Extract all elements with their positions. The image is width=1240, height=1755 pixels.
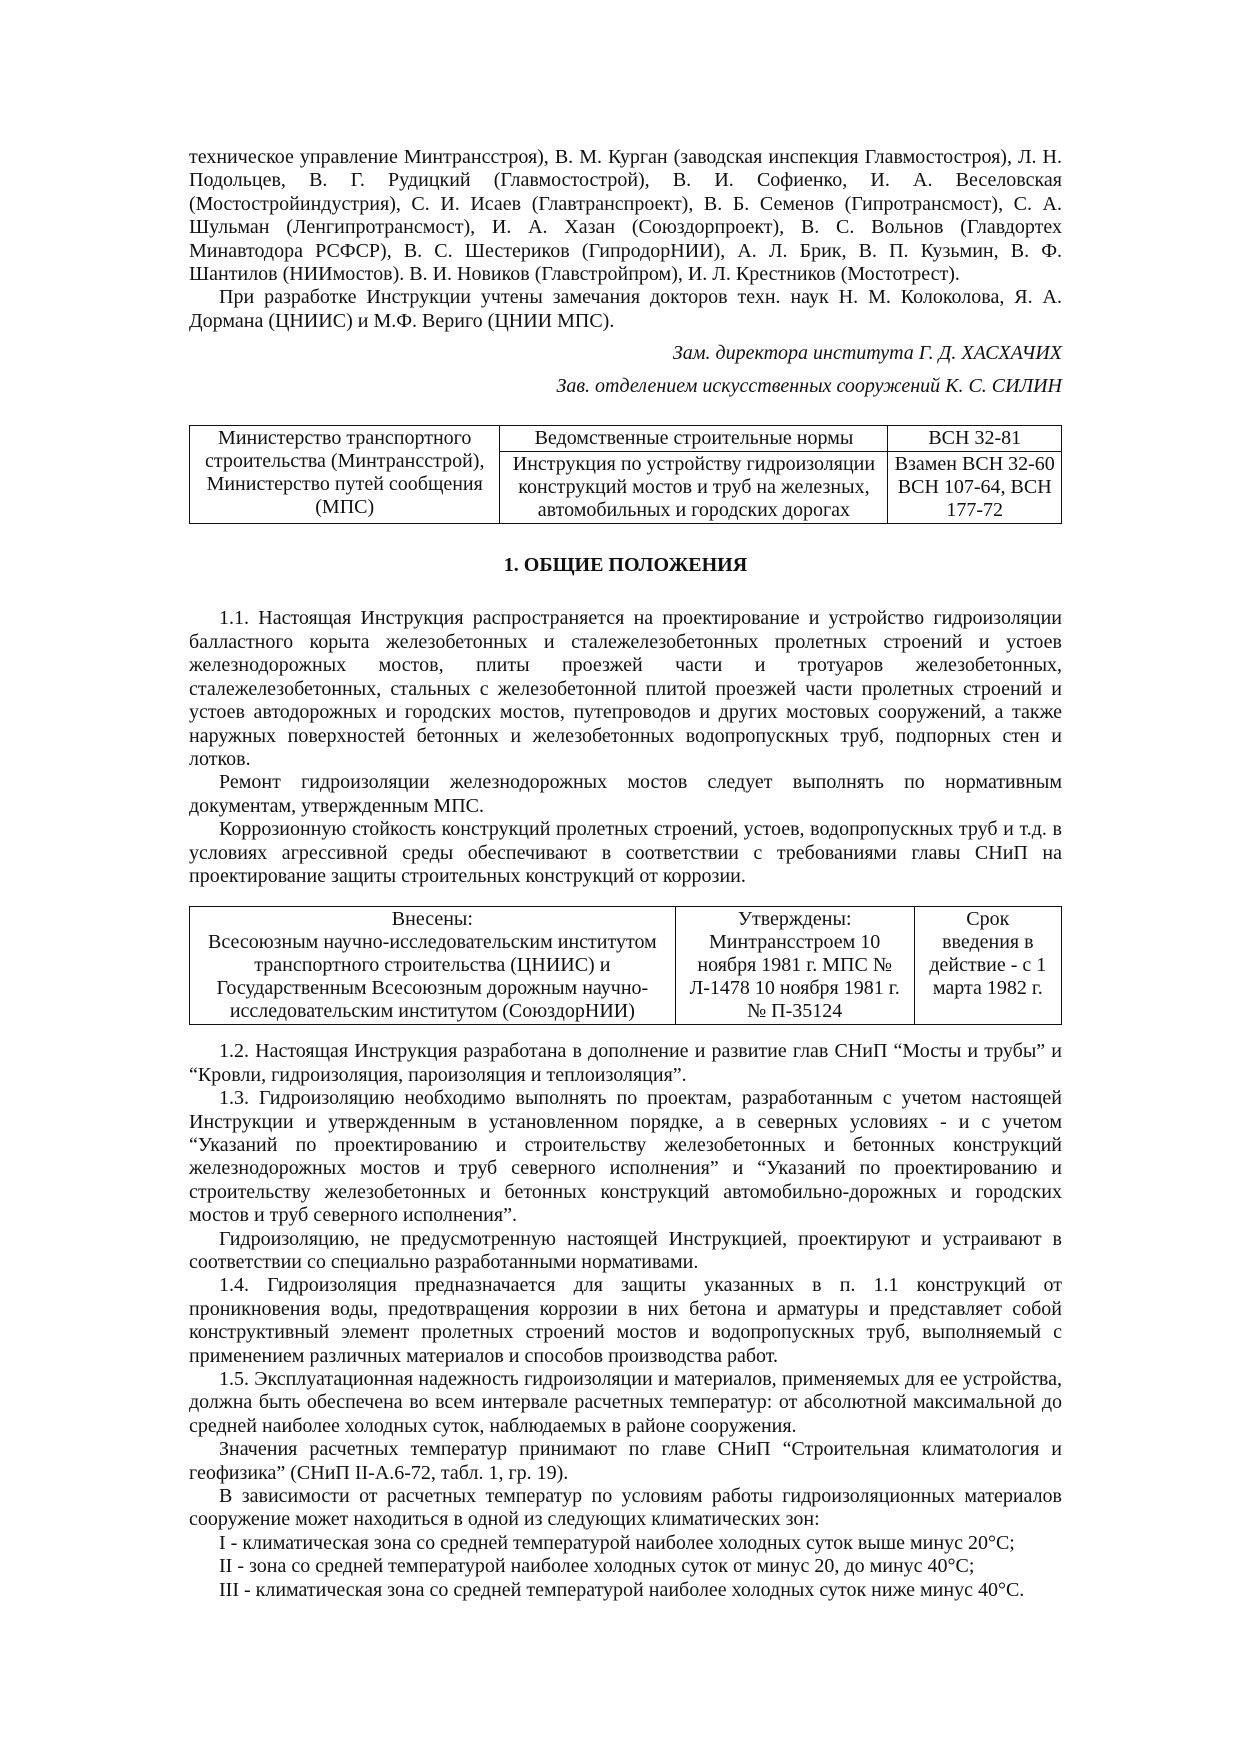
paragraph-repair: Ремонт гидроизоляции железнодорожных мостов следует выполнять по нормативным документам, утвержденным МПС. — [189, 771, 1062, 817]
paragraph-1-4: 1.4. Гидроизоляция предназначается для защиты указанных в п. 1.1 конструкций от проникновения воды, предотвращения коррозии в них бетона и арматуры и представляет собой конструктивный элемент пролетных строений мостов и водопропускных труб, выполняемый с применением различных материалов и способов производства работ. — [189, 1274, 1062, 1367]
paragraph-1-3: 1.3. Гидроизоляцию необходимо выполнять по проектам, разработанным с учетом настоящей Инструкции и утвержденным в установленном порядке, а в северных условиях - и с учетом “Указаний по проектированию и строительству железобетонных и бетонных конструкций железнодорожных мостов и труб северного исполнения” и “Указаний по проектированию и строительству железобетонных и бетонных конструкций автомобильно-дорожных и городских мостов и труб северного исполнения”. — [189, 1087, 1062, 1227]
replaces-cell: Взамен ВСН 32-60 ВСН 107-64, ВСН 177-72 — [888, 452, 1062, 524]
section-heading: 1. ОБЩИЕ ПОЛОЖЕНИЯ — [503, 554, 748, 577]
term-body: введения в действие - с 1 марта 1982 г. — [929, 931, 1047, 1000]
signature-department-head: Зав. отделением искусственных сооружений К. С. СИЛИН — [556, 374, 1062, 397]
intro-remarks-paragraph: При разработке Инструкции учтены замечания докторов техн. наук Н. М. Колоколова, Я. А. Дормана (ЦНИИС) и М.Ф. Вериго (ЦНИИ МПС). — [189, 286, 1062, 332]
document-page — [189, 146, 1062, 1602]
climate-zone-item: I - климатическая зона со средней температурой наиболее холодных суток выше минус 20°С; — [219, 1531, 1015, 1554]
paragraph-1-5: 1.5. Эксплуатационная надежность гидроизоляции и материалов, применяемых для ее устройства, должна быть обеспечена во всем интервале расчетных температур: от абсолютной максимальной до средней наиболее холодных суток, наблюдаемых в районе сооружения. — [189, 1368, 1062, 1437]
paragraph-1-1: 1.1. Настоящая Инструкция распространяется на проектирование и устройство гидроизоляции балластного корыта железобетонных и сталежелезобетонных пролетных строений и устоев железнодорожных мостов, плиты проезжей части и тротуаров железобетонных, сталежелезобетонных, стальных с железобетонной плитой проезжей части пролетных строений и устоев автодорожных и городских мостов, путепроводов и других мостовых сооружений, а также наружных поверхностей бетонных и железобетонных водопропускных труб, подпорных стен и лотков. — [189, 607, 1062, 770]
approval-table — [189, 906, 1062, 1025]
term-heading: Срок — [966, 908, 1010, 931]
approved-cell — [675, 907, 914, 1025]
paragraph-1-2: 1.2. Настоящая Инструкция разработана в дополнение и развитие глав СНиП “Мосты и трубы” и “Кровли, гидроизоляция, пароизоляция и теплоизоляция”. — [189, 1040, 1062, 1086]
term-cell — [914, 907, 1061, 1025]
approved-heading: Утверждены: — [737, 908, 852, 931]
introduced-cell — [190, 907, 676, 1025]
approved-body: Минтрансстроем 10 ноября 1981 г. МПС № Л-1478 10 ноября 1981 г. № П-35124 — [689, 931, 900, 1023]
paragraph-climate-zones-intro: В зависимости от расчетных температур по условиям работы гидроизоляционных материалов сооружение может находиться в одной из следующих климатических зон: — [189, 1485, 1062, 1531]
code-cell: ВСН 32-81 — [888, 426, 1062, 452]
introduced-heading: Внесены: — [391, 908, 473, 931]
climate-zone-item: II - зона со средней температурой наиболее холодных суток от минус 20, до минус 40°С; — [219, 1555, 975, 1578]
climate-zone-item: III - климатическая зона со средней температурой наиболее холодных суток ниже минус 40°С. — [219, 1578, 1025, 1601]
ministry-cell: Министерство транспортного строительства (Минтрансстрой), Министерство путей сообщения (МПС) — [190, 426, 500, 524]
instruction-title-cell: Инструкция по устройству гидроизоляции конструкций мостов и труб на железных, автомобильных и городских дорогах — [500, 452, 888, 524]
paragraph-temperature-values: Значения расчетных температур принимают по главе СНиП “Строительная климатология и геофизика” (СНиП II-А.6-72, табл. 1, гр. 19). — [189, 1438, 1062, 1484]
intro-contributors-paragraph: техническое управление Минтрансстроя), В. М. Курган (заводская инспекция Главмостостроя), Л. Н. Подольцев, В. Г. Рудицкий (Главмостострой), В. И. Софиенко, И. А. Веселовская (Мостостройиндустрия), С. И. Исаев (Главтранспроект), В. Б. Семенов (Гипротрансмост), С. А. Шульман (Ленгипротрансмост), И. А. Хазан (Союздорпроект), В. С. Вольнов (Главдортех Минавтодора РСФСР), В. С. Шестериков (ГипродорНИИ), А. Л. Брик, В. П. Кузьмин, В. Ф. Шантилов (НИИмостов). В. И. Новиков (Главстройпром), И. Л. Крестников (Мостотрест). — [189, 146, 1062, 286]
introduced-body: Всесоюзным научно-исследовательским институтом транспортного строительства (ЦНИИС) и Государственным Всесоюзным дорожным научно-исследовательским институтом (СоюздорНИИ) — [207, 931, 657, 1023]
norms-type-cell: Ведомственные строительные нормы — [500, 426, 888, 452]
paragraph-not-provided: Гидроизоляцию, не предусмотренную настоящей Инструкцией, проектируют и устраивают в соответствии со специально разработанными нормативами. — [189, 1227, 1062, 1273]
paragraph-corrosion: Коррозионную стойкость конструкций пролетных строений, устоев, водопропускных труб и т.д. в условиях агрессивной среды обеспечивают в соответствии с требованиями главы СНиП на проектирование защиты строительных конструкций от коррозии. — [189, 818, 1062, 887]
signature-deputy-director: Зам. директора института Г. Д. ХАСХАЧИХ — [672, 342, 1062, 365]
header-table — [189, 425, 1062, 524]
